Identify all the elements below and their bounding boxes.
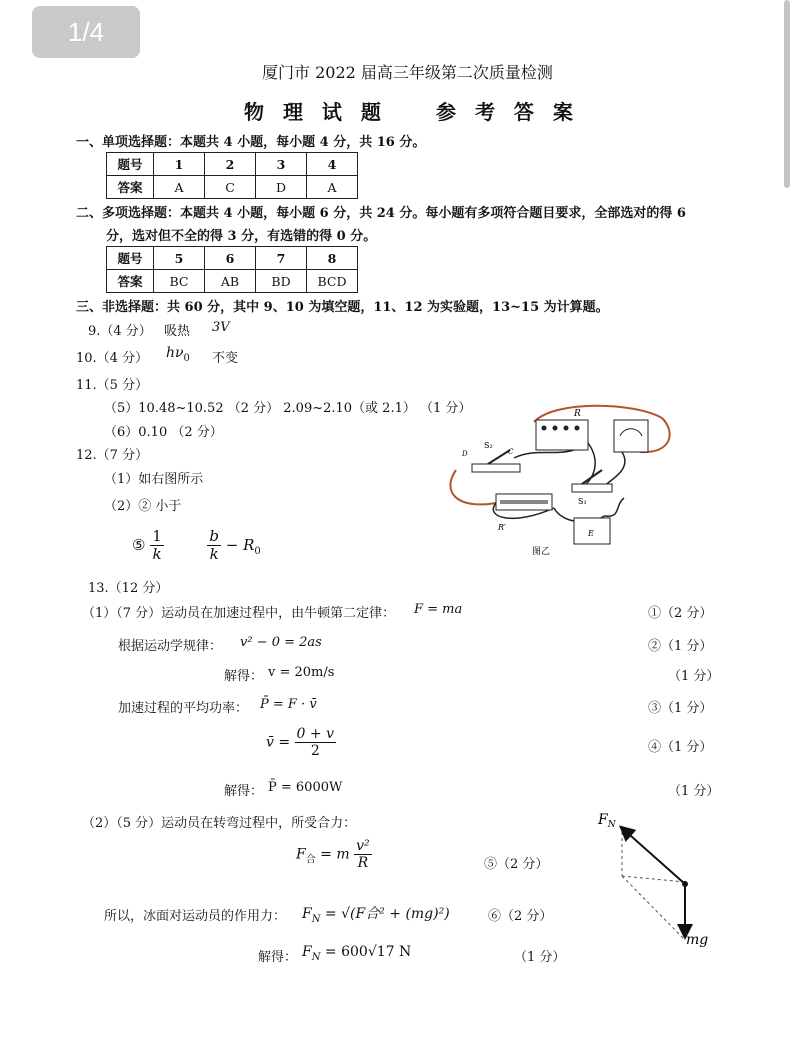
- q13-label: 13.（12 分）: [88, 581, 169, 596]
- q13-p1-eq4: P̄ = F · v̄: [260, 697, 317, 712]
- table-row: [107, 176, 358, 199]
- q13-p1-mark6: （1 分）: [668, 784, 720, 799]
- doc-header: 厦门市 2022 届高三年级第二次质量检测: [262, 63, 553, 82]
- label-Rp: R′: [498, 523, 506, 532]
- table-cell: 题号: [107, 247, 154, 270]
- label-R: R: [574, 409, 581, 419]
- contact-point: [682, 881, 688, 887]
- q13-p1-mark3: （1 分）: [668, 669, 720, 684]
- q13-p1-solve1: 解得：: [224, 669, 264, 684]
- table-cell: BD: [256, 270, 307, 293]
- resistance-box: [536, 420, 588, 450]
- q10-answer-2: 不变: [212, 351, 239, 366]
- fn-vector: [622, 828, 685, 884]
- section-1-heading: 一、单项选择题：本题共 4 小题，每小题 4 分，共 16 分。: [76, 135, 426, 150]
- section-3-heading: 三、非选择题：共 60 分，其中 9、10 为填空题，11、12 为实验题，13~15 为计算题。: [76, 300, 609, 315]
- q13-p1-eq3: v = 20m/s: [268, 665, 335, 680]
- table-row: [107, 247, 358, 270]
- q13-p2-eq1: $F_合 = m$ $\frac{\text{v²}}{R}$: [296, 838, 370, 872]
- table-cell: C: [205, 176, 256, 199]
- q12-formula: ⑤ $\frac{1}{k}$ $\frac{b}{k}$ − $R_0$: [132, 527, 261, 564]
- table-cell: 2: [205, 153, 256, 176]
- q13-p2-mark3: （1 分）: [514, 950, 566, 965]
- q11-line-5: （5）10.48~10.52 （2 分） 2.09~2.10（或 2.1） （1 分）: [104, 401, 472, 416]
- q13-p2-eq3: $F_N = 600√17$ N: [302, 944, 412, 963]
- table-cell: BCD: [307, 270, 358, 293]
- q11-line-6: （6）0.10 （2 分）: [104, 425, 223, 440]
- table-cell: BC: [154, 270, 205, 293]
- title-subject: 物 理 试 题: [244, 100, 387, 124]
- title-answers: 参 考 答 案: [436, 100, 579, 124]
- q13-p2-intro: （2）（5 分）运动员在转弯过程中，所受合力：: [82, 816, 357, 831]
- table-cell: A: [154, 176, 205, 199]
- q13-p2-solve: 解得：: [258, 950, 298, 965]
- label-S2: S₂: [484, 441, 493, 450]
- switch-s2: [472, 464, 520, 472]
- q12-label: 12.（7 分）: [76, 448, 149, 463]
- wire: [604, 498, 624, 516]
- page-indicator: 1/4: [32, 6, 140, 58]
- q13-p1-solve2: 解得：: [224, 784, 264, 799]
- q13-p1-eq1: F = ma: [414, 602, 463, 617]
- table-cell: 题号: [107, 153, 154, 176]
- q13-p1-mark1: ①（2 分）: [648, 606, 713, 621]
- section-2-heading: 二、多项选择题：本题共 4 小题，每小题 6 分，共 24 分。每小题有多项符合题目要求，全部选对的得 6: [76, 206, 686, 221]
- table-cell: A: [307, 176, 358, 199]
- label-S1: S₁: [578, 497, 587, 506]
- table-cell: 答案: [107, 270, 154, 293]
- table-cell: AB: [205, 270, 256, 293]
- q9-answer-1: 吸热: [164, 324, 191, 339]
- q10-label: 10.（4 分）: [76, 351, 149, 366]
- q13-p1-eq6: P̄ = 6000W: [268, 780, 343, 795]
- wire: [514, 450, 574, 458]
- q13-p1-intro: （1）（7 分）运动员在加速过程中，由牛顿第二定律：: [82, 606, 396, 621]
- q13-p1-power: 加速过程的平均功率：: [118, 701, 249, 716]
- q13-p1-vbar: v̄ = $\frac{0 + v}{2}$: [266, 726, 334, 760]
- q12-line-2: （2）② 小于: [104, 499, 182, 514]
- circuit-figure: [444, 398, 676, 560]
- q13-p1-law: 根据运动学规律：: [118, 639, 223, 654]
- table-row: [107, 153, 358, 176]
- section-2-heading-cont: 分，选对但不全的得 3 分，有选错的得 0 分。: [106, 229, 377, 244]
- label-C: C: [508, 448, 514, 456]
- force-diagram: [590, 806, 730, 956]
- q13-p2-mark2: ⑥（2 分）: [488, 909, 553, 924]
- mg-label: mg: [686, 932, 709, 948]
- table-cell: 3: [256, 153, 307, 176]
- figure-caption: 图乙: [532, 547, 551, 557]
- q11-label: 11.（5 分）: [76, 378, 149, 393]
- table-cell: 1: [154, 153, 205, 176]
- wire: [450, 470, 496, 504]
- q13-p1-mark5: ④（1 分）: [648, 740, 713, 755]
- wire: [604, 452, 625, 486]
- table-cell: 7: [256, 247, 307, 270]
- label-D: D: [462, 450, 468, 458]
- q13-p2-eq2: $F_N = √(F$合² + (mg)²): [302, 906, 450, 925]
- q13-p1-eq2: v² − 0 = 2as: [240, 635, 322, 650]
- table-cell: 4: [307, 153, 358, 176]
- answer-table-1: [106, 152, 358, 199]
- q13-p1-mark4: ③（1 分）: [648, 701, 713, 716]
- q13-p2-mark1: ⑤（2 分）: [484, 857, 549, 872]
- table-cell: 6: [205, 247, 256, 270]
- table-cell: D: [256, 176, 307, 199]
- q13-p1-mark2: ②（1 分）: [648, 639, 713, 654]
- q9-answer-2: 3V: [212, 320, 230, 335]
- answer-table-2: [106, 246, 358, 293]
- ammeter: [614, 420, 648, 452]
- q10-answer-1: $h\nu_0$: [166, 345, 190, 364]
- label-E: E: [588, 529, 594, 538]
- switch-s1: [572, 484, 612, 492]
- table-row: [107, 270, 358, 293]
- scrollbar[interactable]: [784, 0, 790, 188]
- fn-label: $F_N$: [598, 812, 616, 830]
- table-cell: 5: [154, 247, 205, 270]
- q12-line-1: （1）如右图所示: [104, 472, 204, 487]
- table-cell: 8: [307, 247, 358, 270]
- table-cell: 答案: [107, 176, 154, 199]
- q9-label: 9.（4 分）: [88, 324, 152, 339]
- dashed-line: [622, 876, 685, 940]
- q13-p2-so: 所以，冰面对运动员的作用力：: [104, 909, 287, 924]
